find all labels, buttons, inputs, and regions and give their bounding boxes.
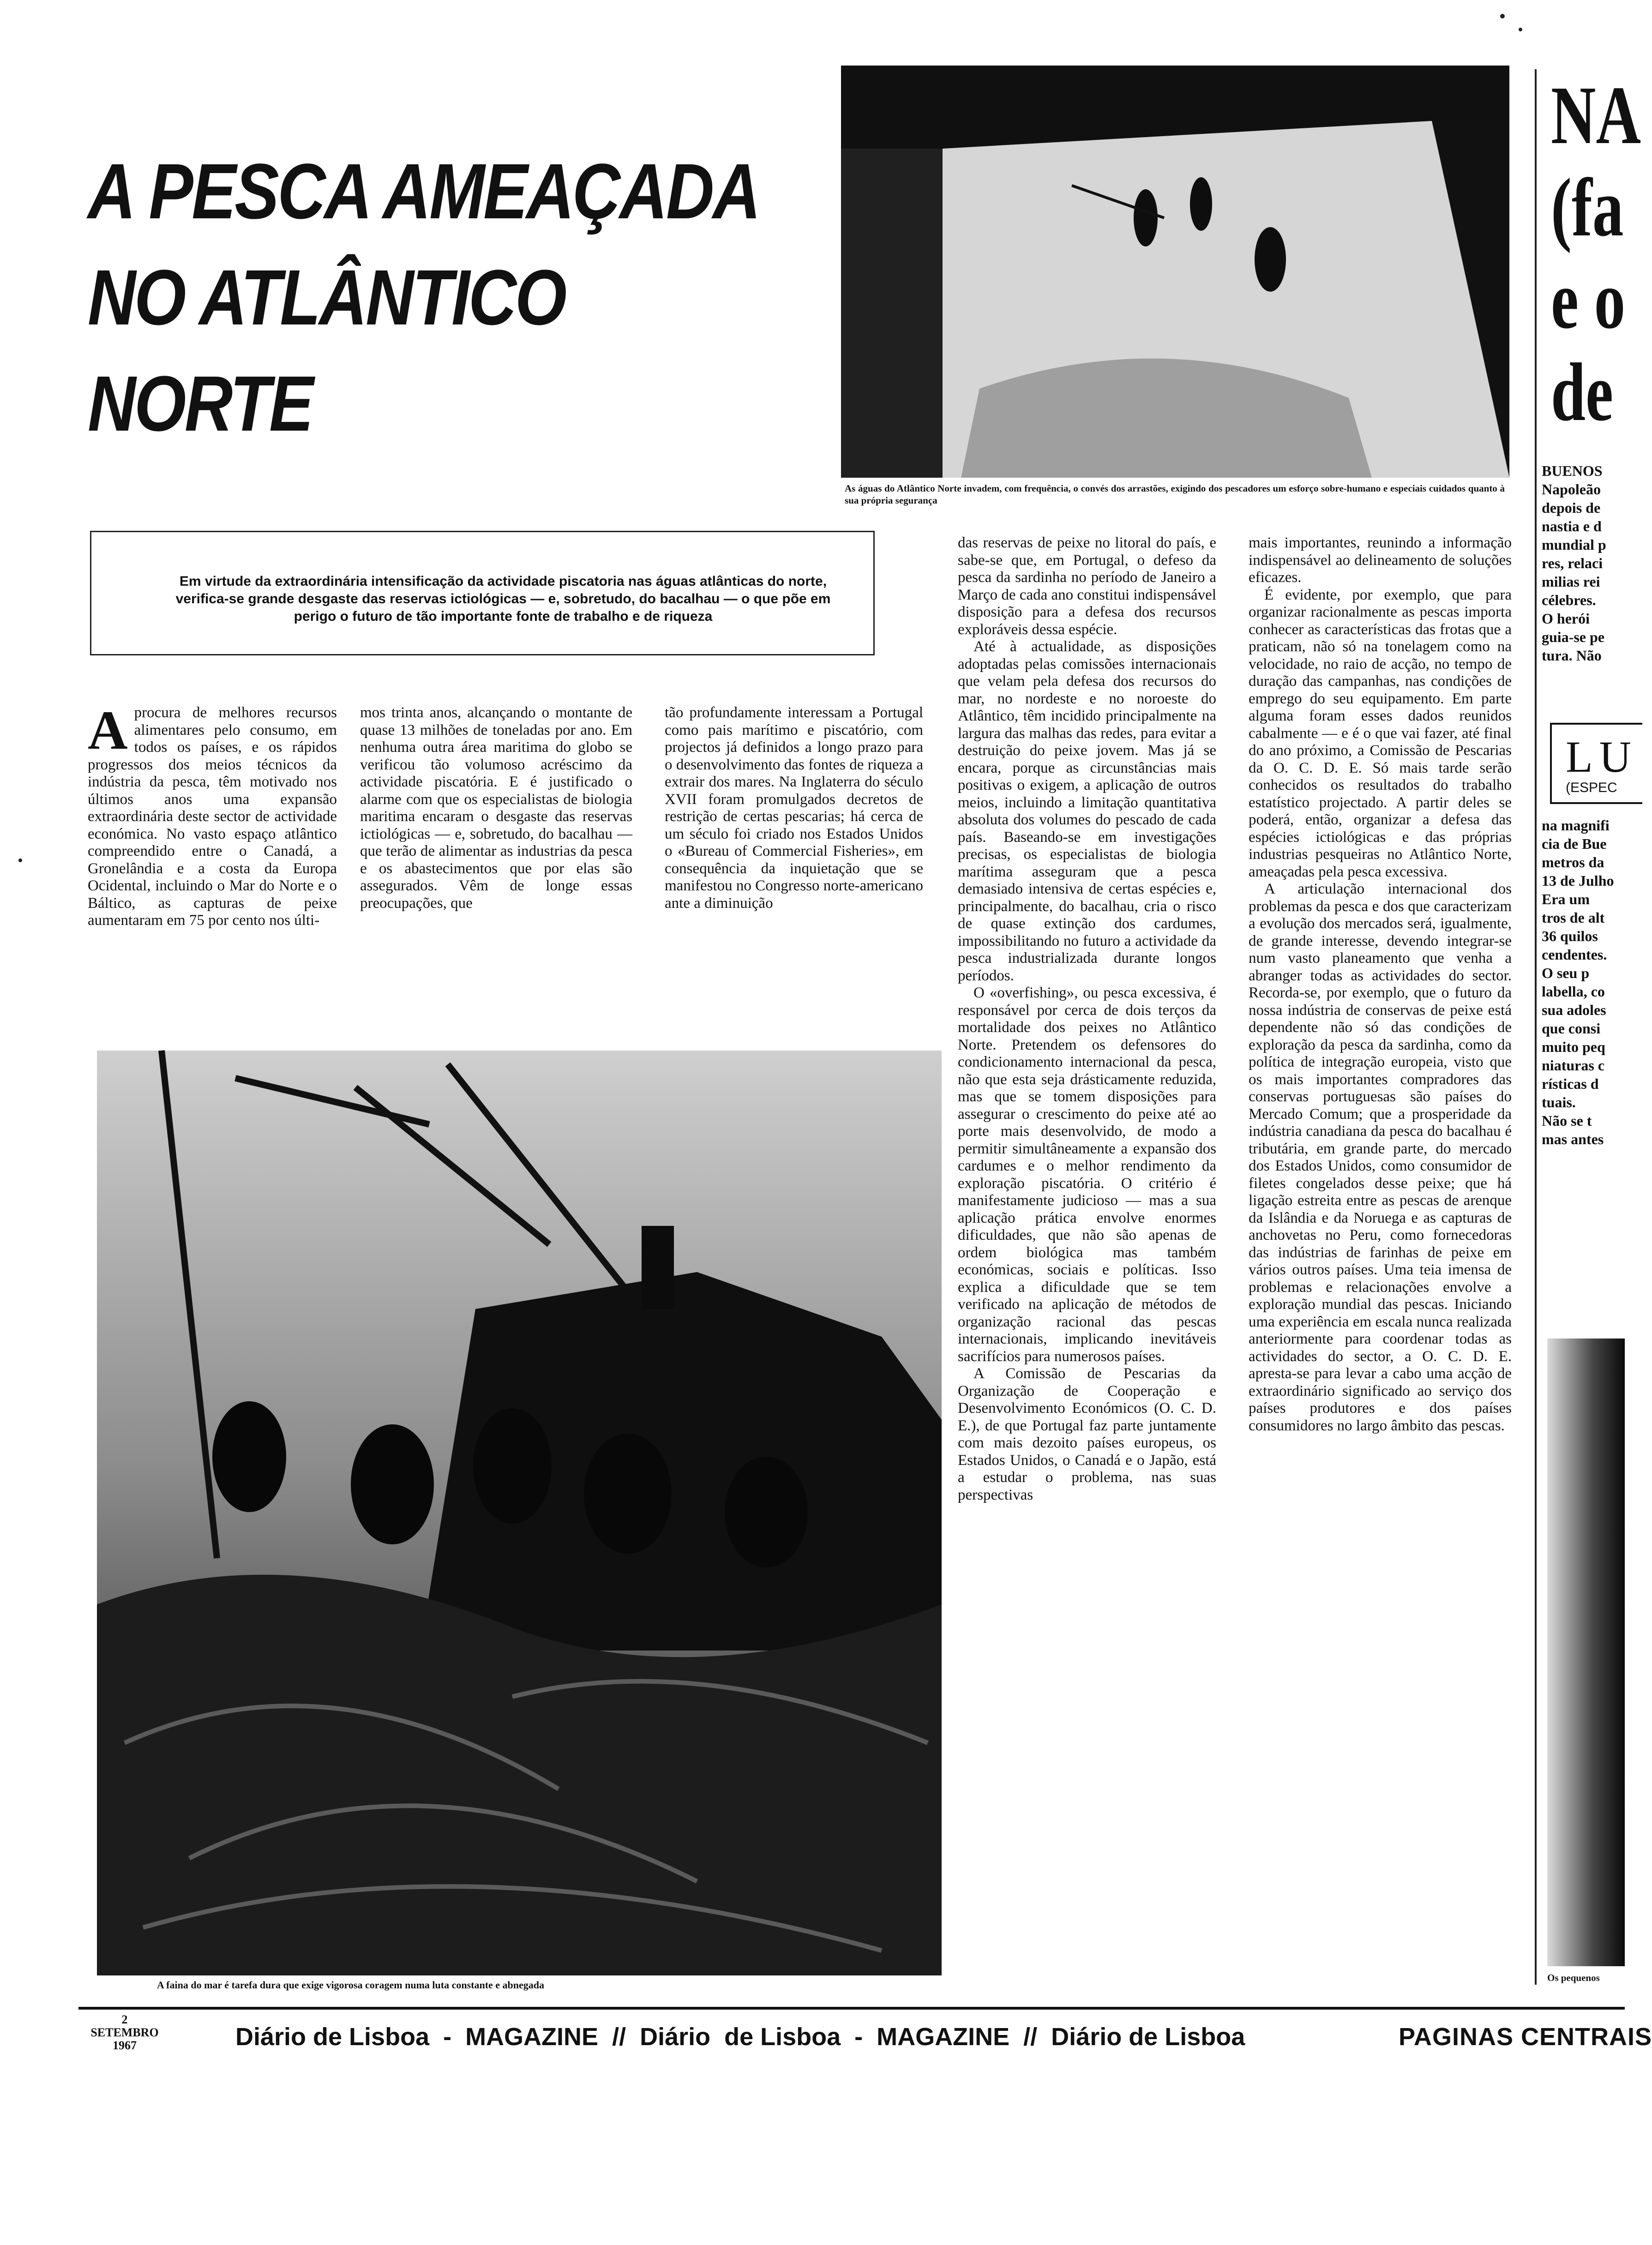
right-line: cia de Bue bbox=[1542, 835, 1607, 852]
scan-speck bbox=[18, 858, 22, 862]
right-photo bbox=[1547, 1339, 1625, 1966]
col2-text: mos trinta anos, alcançando o montante de quase 13 milhões de toneladas por ano. Em nenhuma outra área maritima do globo se verificou tão volumoso acréscimo da actividade piscatória. E é justificado o alarme com que os especialistas de biologia maritima encaram o desgaste das reservas ictiológicas — e, sobretudo, do bacalhau — que terão de alimentar as industrias da pesca e os abastecimentos que por elas são assegurados. Vêm de longe essas preocupações, que bbox=[360, 704, 632, 912]
col5-para-1: mais importantes, reunindo a informação indispensável ao delineamento de soluções eficazes. bbox=[1249, 534, 1512, 586]
right-line: Napoleão bbox=[1542, 481, 1601, 498]
right-line: niaturas c bbox=[1542, 1057, 1604, 1074]
right-line: tuais. bbox=[1542, 1094, 1576, 1110]
right-line: guia-se pe bbox=[1542, 629, 1604, 645]
article-column-1 bbox=[88, 699, 337, 930]
right-line: milias rei bbox=[1542, 573, 1600, 590]
trawler-deck-illustration bbox=[841, 66, 1509, 478]
headline-line-3: NORTE bbox=[88, 360, 312, 448]
main-photo-caption: A faina do mar é tarefa dura que exige vigorosa coragem numa luta constante e abnegada bbox=[157, 1979, 545, 1991]
right-line: rísticas d bbox=[1542, 1075, 1599, 1092]
right-headline-line-2: (fa bbox=[1551, 162, 1624, 253]
right-line: que consi bbox=[1542, 1020, 1601, 1037]
footer-date-year: 1967 bbox=[113, 2039, 137, 2052]
right-headline-line-1: NA bbox=[1551, 69, 1641, 161]
column-divider bbox=[1535, 69, 1537, 1985]
right-line: 36 quilos bbox=[1542, 928, 1598, 944]
right-headline-line-3: e o bbox=[1551, 254, 1626, 346]
right-line: cendentes. bbox=[1542, 946, 1607, 963]
article-column-5 bbox=[1249, 534, 1512, 1435]
right-line: O seu p bbox=[1542, 965, 1590, 981]
right-text-block-2 bbox=[1542, 816, 1625, 1148]
footer-date-month: SETEMBRO bbox=[90, 2026, 159, 2039]
article-column-2 bbox=[360, 704, 632, 912]
footer-band-text: Diário de Lisboa - MAGAZINE // Diário de Lisboa - MAGAZINE // Diário de Lisboa bbox=[235, 2023, 1245, 2051]
lead-box: Em virtude da extraordinária intensificação da actividade piscatoria nas águas atlânticas do norte, verifica-se grande desgaste das reservas ictiológicas — e, sobretudo, do bacalhau — o que põe em perigo o futuro de tão importante fonte de trabalho e de riqueza bbox=[90, 531, 875, 655]
col1-text: procura de melhores recursos alimentares pelo consumo, em todos os países, e os rápidos progressos dos meios técnicos da indústria da pesca, têm motivado nos últimos anos uma expansão extraordinária deste sector de actividade económica. No vasto espaço atlântico compreendido entre o Canadá, a Gronelândia e a costa da Europa Ocidental, incluindo o Mar do Norte e o Báltico, as capturas de peixe aumentaram em 75 por cento nos últi- bbox=[88, 704, 337, 929]
right-line: BUENOS bbox=[1542, 462, 1603, 479]
right-line: sua adoles bbox=[1542, 1002, 1606, 1018]
footer-rule bbox=[78, 2007, 1625, 2010]
right-line: na magnifi bbox=[1542, 817, 1610, 834]
col5-para-3: A articulação internacional dos problemas da pesca e dos que caracterizam a evolução dos mercados será, igualmente, de grande interesse, devendo integrar-se num vasto planeamento que venha a abranger todas as actividades do sector. Recorda-se, por exemplo, que o futuro da nossa indústria de conservas de peixe está dependente não só das condições de exploração da pesca da sardinha, como da política de integração europeia, visto que os mais importantes compradores das conservas portuguesas são países do Mercado Comum; que a prosperidade da indústria canadiana da pesca do bacalhau é tributária, em grande parte, do mercado dos Estados Unidos, como consumidor de filetes congelados desse peixe; que há ligação estreita entre as pescas de arenque da Islândia e da Noruega e as capturas de anchovetas no Peru, como fornecedoras das indústrias de farinhas de peixe em vários outros países. Uma teia imensa de problemas e relacionações envolve a exploração mundial das pescas. Iniciando uma experiência em escala nunca realizada anteriormente para coordenar todas as actividades do sector, a O. C. D. E. apresta-se para levar a cabo uma acção de extraordinário significado ao serviço dos países produtores e dos países consumidores no largo âmbito das pescas. bbox=[1249, 881, 1512, 1434]
top-photo bbox=[841, 66, 1509, 478]
dropcap: A bbox=[88, 699, 128, 761]
right-box-sub: (ESPEC bbox=[1566, 780, 1617, 795]
right-line: Era um bbox=[1542, 891, 1590, 907]
right-headline-line-4: de bbox=[1551, 346, 1613, 438]
right-line: depois de bbox=[1542, 499, 1601, 516]
footer-date-day: 2 bbox=[121, 2013, 128, 2026]
right-line: tura. Não bbox=[1542, 647, 1602, 664]
scan-speck bbox=[1500, 14, 1505, 18]
footer-section-label: PAGINAS CENTRAIS bbox=[1399, 2023, 1652, 2051]
right-line: célebres. bbox=[1542, 592, 1596, 608]
right-line: mas antes bbox=[1542, 1131, 1604, 1147]
footer-date bbox=[78, 2013, 171, 2052]
right-line: labella, co bbox=[1542, 983, 1605, 1000]
col4-para-2: Até à actualidade, as disposições adoptadas pelas comissões internacionais que velam pela defesa dos recursos do mar, no nordeste e no noroeste do Atlântico, têm incidido principalmente na largura das malhas das redes, para evitar a destruição do peixe jovem. Mas já se encara, porque as circunstâncias mais positivas o exigem, a aplicação de outros meios, incluindo a limitação quantitativa absoluta dos volumes do pescado de cada país. Baseando-se em investigações precisas, os especialistas de biologia marítima asseguram que a pesca demasiado intensiva de certas espécies e, principalmente, do bacalhau, cria o risco de quase extinção dos cardumes, impossibilitando no futuro a actividade da pesca industrializada durante longos períodos. bbox=[958, 638, 1216, 984]
article-column-3 bbox=[665, 704, 923, 912]
scan-speck bbox=[1519, 28, 1522, 31]
headline-line-1: A PESCA AMEAÇADA bbox=[88, 148, 759, 235]
col3-text: tão profundamente interessam a Portugal como pais marítimo e piscatório, com projectos já definidos a longo prazo para o desenvolvimento das fontes de riqueza a extrair dos mares. Na Inglaterra do século XVII foram promulgados decretos de restrição de certas pescarias; há cerca de um século foi criado nos Estados Unidos o «Bureau of Commercial Fisheries», em consequência da inquietação que se manifestou no Congresso norte-americano ante a diminuição bbox=[665, 704, 923, 912]
top-photo-caption: As águas do Atlântico Norte invadem, com frequência, o convés dos arrastões, exigindo dos pescadores um esforço sobre-humano e especiais cuidados quanto à sua própria segurança bbox=[845, 483, 1505, 506]
right-line: Não se t bbox=[1542, 1112, 1592, 1129]
headline bbox=[88, 138, 759, 457]
right-text-block-1 bbox=[1542, 462, 1625, 665]
fishermen-illustration bbox=[97, 1050, 942, 1975]
article-column-4 bbox=[958, 534, 1216, 1504]
right-photo-caption: Os pequenos bbox=[1547, 1972, 1600, 1983]
right-line: nastia e d bbox=[1542, 518, 1602, 534]
right-line: res, relaci bbox=[1542, 555, 1603, 571]
right-line: mundial p bbox=[1542, 536, 1606, 553]
right-box bbox=[1550, 723, 1642, 804]
right-line: 13 de Julho bbox=[1542, 872, 1614, 889]
right-line: tros de alt bbox=[1542, 909, 1605, 926]
headline-line-2: NO ATLÂNTICO bbox=[88, 254, 565, 342]
main-photo bbox=[97, 1050, 942, 1975]
right-headline bbox=[1551, 69, 1641, 438]
col4-para-1: das reservas de peixe no litoral do país, e sabe-se que, em Portugal, o defeso da pesca da sardinha no período de Janeiro a Março de cada ano constitui indispensável disposição para a defesa dos recursos exploráveis dessa espécie. bbox=[958, 534, 1216, 638]
footer-band bbox=[235, 2021, 1652, 2053]
right-line: O herói bbox=[1542, 610, 1590, 627]
col4-para-4: A Comissão de Pescarias da Organização de Cooperação e Desenvolvimento Económicos (O. C. D. E.), de que Portugal faz parte juntamente com mais dezoito países europeus, os Estados Unidos, o Canadá e o Japão, está a estudar o problema, nas suas perspectivas bbox=[958, 1365, 1216, 1503]
right-line: muito peq bbox=[1542, 1038, 1605, 1055]
col4-para-3: O «overfishing», ou pesca excessiva, é responsável por cerca de dois terços da mortalidade dos peixes no Atlântico Norte. Pretendem os defensores do condicionamento internacional da pesca, não que esta seja drásticamente reduzida, mas que se tomem disposições para assegurar o crescimento do peixe até ao porte mais desenvolvido, de modo a permitir simultâneamente a expansão dos cardumes e o melhor rendimento da exploração piscatória. O critério é manifestamente judicioso — mas a sua aplicação prática envolve enormes dificuldades, que não são apenas de ordem biológica mas também económicas, sociais e políticas. Isso explica a dificuldade que se tem verificado na aplicação de métodos de organização racional das pescas internacionais, implicando inevitáveis sacrifícios para numerosos países. bbox=[958, 984, 1216, 1365]
right-box-title: LU bbox=[1566, 732, 1638, 781]
right-line: metros da bbox=[1542, 854, 1604, 870]
col5-para-2: É evidente, por exemplo, que para organizar racionalmente as pescas importa conhecer as características das frotas que a praticam, não só na tonelagem como na velocidade, no raio de acção, no tempo de duração das campanhas, nas condições de emprego do seu equipamento. Em parte alguma foram esses dados reunidos cabalmente — e é o que vai fazer, até final do ano próximo, a Comissão de Pescarias da O. C. D. E. Só mais tarde serão conhecidos os resultados do trabalho estatístico projectado. A partir deles se poderá, então, organizar a defesa das espécies ictiológicas e das próprias industrias pesqueiras no Atlântico Norte, ameaçadas pela pesca excessiva. bbox=[1249, 586, 1512, 880]
